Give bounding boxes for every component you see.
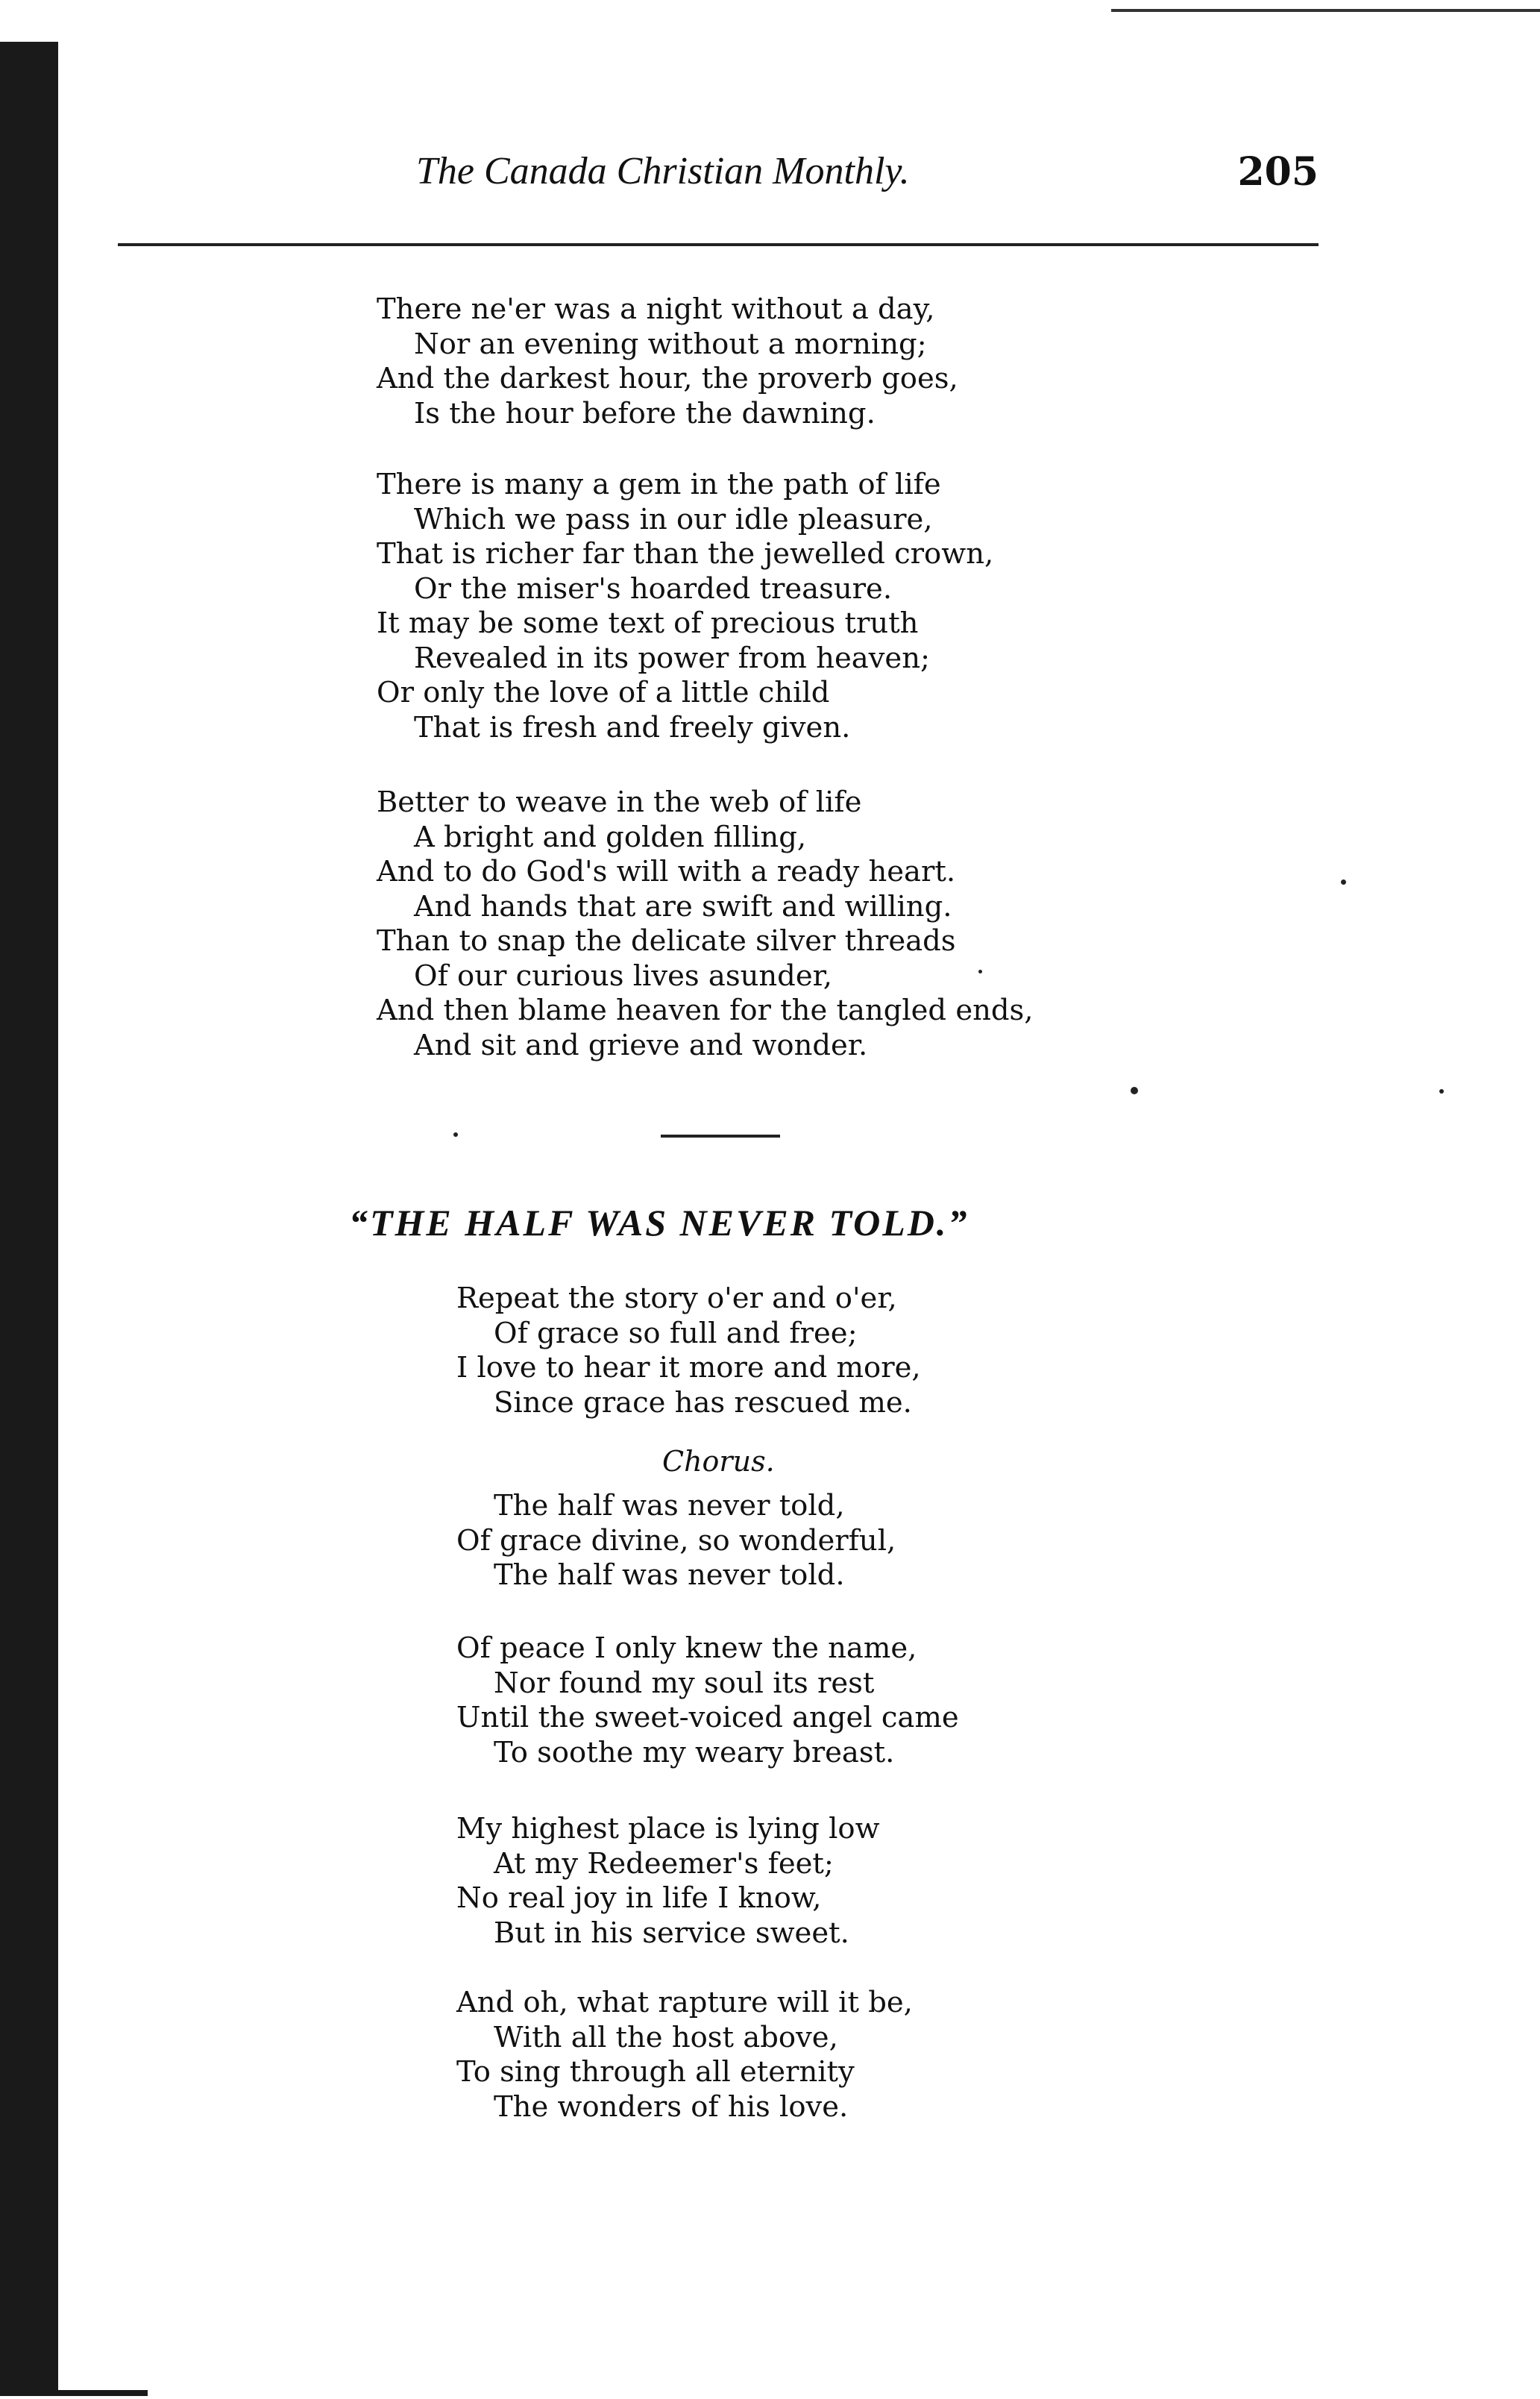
poem-line: To sing through all eternity	[456, 2055, 855, 2089]
hymn-verse-3	[456, 1812, 880, 1951]
poem-line: And oh, what rapture will it be,	[456, 1986, 913, 2019]
poem-line: And hands that are swift and willing.	[414, 889, 952, 923]
poem-line: Is the hour before the dawning.	[414, 396, 876, 430]
header-rule	[118, 243, 1319, 246]
poem-line: Repeat the story o'er and o'er,	[456, 1282, 897, 1315]
poem-line: And sit and grieve and wonder.	[414, 1028, 868, 1062]
poem-line: Of grace divine, so wonderful,	[456, 1523, 896, 1558]
scan-speck	[1131, 1087, 1138, 1094]
poem-stanza-1	[377, 292, 958, 431]
poem-line: The wonders of his love.	[494, 2089, 849, 2124]
poem-line: I love to hear it more and more,	[456, 1351, 921, 1384]
poem-line: And then blame heaven for the tangled ends,	[377, 994, 1034, 1027]
poem-line: Since grace has rescued me.	[494, 1385, 912, 1420]
poem-line: With all the host above,	[494, 2020, 838, 2054]
poem-line: There ne'er was a night without a day,	[377, 292, 935, 326]
book-spine-shadow	[0, 42, 58, 2396]
poem-line: That is fresh and freely given.	[414, 710, 851, 744]
running-title: The Canada Christian Monthly.	[416, 150, 910, 192]
scan-speck	[1439, 1089, 1444, 1094]
scan-speck	[1341, 879, 1346, 885]
poem-line: It may be some text of precious truth	[377, 606, 919, 640]
scan-speck	[453, 1132, 458, 1137]
poem-line: Nor an evening without a morning;	[414, 327, 927, 361]
scan-speck	[978, 970, 982, 973]
poem-line: No real joy in life I know,	[456, 1881, 822, 1915]
hymn-verse-1	[456, 1282, 921, 1420]
hymn-verse-2	[456, 1631, 959, 1770]
poem-line: Or only the love of a little child	[377, 676, 830, 709]
hymn-chorus	[456, 1489, 896, 1593]
poem-line: At my Redeemer's feet;	[494, 1846, 834, 1881]
poem-line: Until the sweet-voiced angel came	[456, 1701, 959, 1734]
poem-line: But in his service sweet.	[494, 1916, 849, 1950]
poem-line: And to do God's will with a ready heart.	[377, 855, 956, 888]
poem-line: The half was never told,	[494, 1489, 845, 1522]
poem-line: There is many a gem in the path of life	[377, 468, 941, 501]
poem-line: My highest place is lying low	[456, 1812, 880, 1845]
poem-stanza-3	[377, 785, 1034, 1063]
section-separator	[661, 1135, 780, 1138]
poem-line: The half was never told.	[494, 1558, 845, 1592]
poem-line: Or the miser's hoarded treasure.	[414, 571, 893, 606]
hymn-title: “THE HALF WAS NEVER TOLD.”	[349, 1202, 969, 1244]
poem-line: Of peace I only knew the name,	[456, 1631, 917, 1665]
poem-line: Of our curious lives asunder,	[414, 959, 833, 993]
poem-line: Of grace so full and free;	[494, 1316, 858, 1350]
top-edge-rule	[1111, 9, 1540, 12]
poem-line: Better to weave in the web of life	[377, 785, 862, 819]
poem-line: Nor found my soul its rest	[494, 1666, 875, 1700]
poem-line: To soothe my weary breast.	[494, 1735, 895, 1769]
poem-line: Than to snap the delicate silver threads	[377, 924, 956, 958]
chorus-label: Chorus.	[662, 1445, 775, 1478]
page-header	[118, 149, 1319, 209]
page-number: 205	[1237, 149, 1319, 195]
poem-line: Which we pass in our idle pleasure,	[414, 502, 933, 536]
poem-line: And the darkest hour, the proverb goes,	[377, 362, 958, 395]
poem-line: That is richer far than the jewelled crown,	[377, 537, 994, 571]
poem-line: A bright and golden filling,	[414, 820, 807, 854]
hymn-verse-4	[456, 1986, 913, 2124]
poem-line: Revealed in its power from heaven;	[414, 641, 930, 675]
poem-stanza-2	[377, 468, 993, 745]
